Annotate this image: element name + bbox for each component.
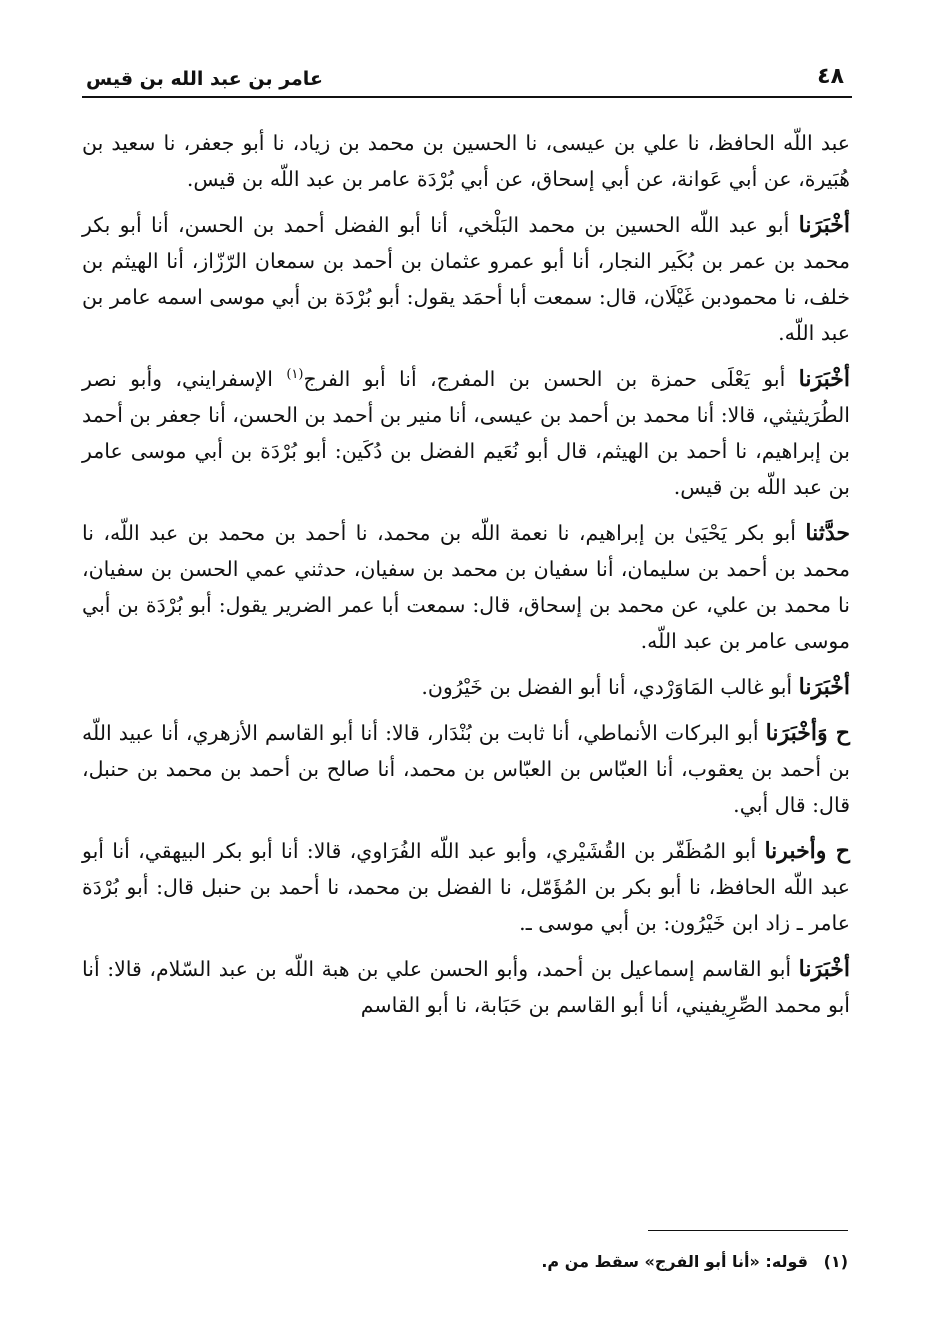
paragraph-4: [82, 515, 850, 659]
footnote-number: (١): [823, 1252, 848, 1271]
paragraph-1-text: عبد اللّه الحافظ، نا علي بن عيسى، نا الحسين بن محمد بن زياد، نا أبو جعفر، نا سعيد بن هُبَيرة، عن أبي عَوانة، عن أبي إسحاق، عن أبي بُرْدَة عامر بن عبد اللّه بن قيس.: [82, 131, 850, 191]
header-rule: [82, 96, 852, 98]
paragraph-6: [82, 715, 850, 823]
paragraph-3: [82, 361, 850, 505]
footnote: [360, 1252, 848, 1271]
paragraph-2-lead: أخْبَرَنا: [798, 212, 850, 238]
footnote-reference[interactable]: (١): [286, 367, 304, 383]
running-title: عامر بن عبد الله بن قيس: [86, 68, 323, 90]
page-number: ٤٨: [817, 64, 844, 89]
paragraph-5-text: أبو غالب المَاوَرْدي، أنا أبو الفضل بن خَيْرُون.: [421, 675, 793, 699]
paragraph-7-text: أبو المُظَفّر بن القُشَيْري، وأبو عبد اللّه الفُرَاوي، قالا: أنا أبو بكر البيهقي، أنا أبو عبد اللّه الحافظ، نا أبو بكر بن المُؤَمّل، نا الفضل بن محمد، نا أحمد بن حنبل قال: أبو بُرْدَة عامر ـ زاد ابن خَيْرُون: بن أبي موسى ـ.: [82, 839, 850, 935]
footnote-text: قوله: «أنا أبو الفرج» سقط من م.: [541, 1252, 809, 1271]
paragraph-8: [82, 951, 850, 1023]
paragraph-8-text: أبو القاسم إسماعيل بن أحمد، وأبو الحسن علي بن هبة اللّه بن عبد السّلام، قالا: أنا أبو محمد الصِّرِيفيني، أنا أبو القاسم بن حَبَابة، نا أبو القاسم: [82, 957, 850, 1017]
paragraph-2-text: أبو عبد اللّه الحسين بن محمد البَلْخي، أنا أبو الفضل أحمد بن الحسن، أنا أبو بكر محمد بن عمر بن بُكَير النجار، أنا أبو عمرو عثمان بن أحمد بن سمعان الرّزّاز، أنا الهيثم بن خلف، نا محمودبن غَيْلَان، قال: سمعت أبا أحمَد يقول: أبو بُرْدَة بن أبي موسى اسمه عامر بن عبد اللّه.: [82, 213, 850, 345]
footnote-rule: [648, 1230, 848, 1231]
paragraph-6-text: أبو البركات الأنماطي، أنا ثابت بن بُنْدَار، قالا: أنا أبو القاسم الأزهري، أنا عبيد اللّه بن أحمد بن يعقوب، أنا العبّاس بن العبّاس بن محمد، أنا صالح بن أحمد بن محمد بن حنبل، قال: قال أبي.: [82, 721, 850, 817]
paragraph-2: [82, 207, 850, 351]
paragraph-7: [82, 833, 850, 941]
paragraph-3-text-before-ref: أبو يَعْلَى حمزة بن الحسن بن المفرج، أنا أبو الفرج: [303, 367, 786, 391]
paragraph-8-lead: أخْبَرَنا: [798, 956, 850, 982]
paragraph-3-lead: أخْبَرَنا: [798, 366, 850, 392]
paragraph-5: [82, 669, 850, 705]
paragraph-4-text: أبو بكر يَحْيَىٰ بن إبراهيم، نا نعمة اللّه بن محمد، نا أحمد بن محمد بن عبد اللّه، نا محمد بن أحمد بن سليمان، أنا سفيان بن محمد بن سفيان، حدثني عمي الحسن بن سفيان، نا محمد بن علي، عن محمد بن إسحاق، قال: سمعت أبا عمر الضرير يقول: أبو بُرْدَة بن أبي موسى عامر بن عبد اللّه.: [82, 521, 850, 653]
paragraph-1: [82, 125, 850, 197]
paragraph-7-lead: ح وأخبرنا: [764, 838, 850, 864]
page-header: [82, 60, 850, 96]
paragraph-3-text: الإسفرايني، وأبو نصر الطُرَيثيثي، قالا: أنا محمد بن أحمد بن عيسى، أنا منير بن أحمد بن الحسن، أنا جعفر بن أحمد بن إبراهيم، نا أحمد بن الهيثم، قال أبو نُعَيم الفضل بن دُكَين: أبو بُرْدَة بن أبي موسى عامر بن عبد اللّه بن قيس.: [82, 367, 850, 499]
paragraph-4-lead: حدَّثنا: [805, 520, 850, 546]
paragraph-6-lead: ح وَأخْبَرَنا: [765, 720, 850, 746]
paragraph-5-lead: أخْبَرَنا: [798, 674, 850, 700]
main-text: [82, 125, 850, 1033]
